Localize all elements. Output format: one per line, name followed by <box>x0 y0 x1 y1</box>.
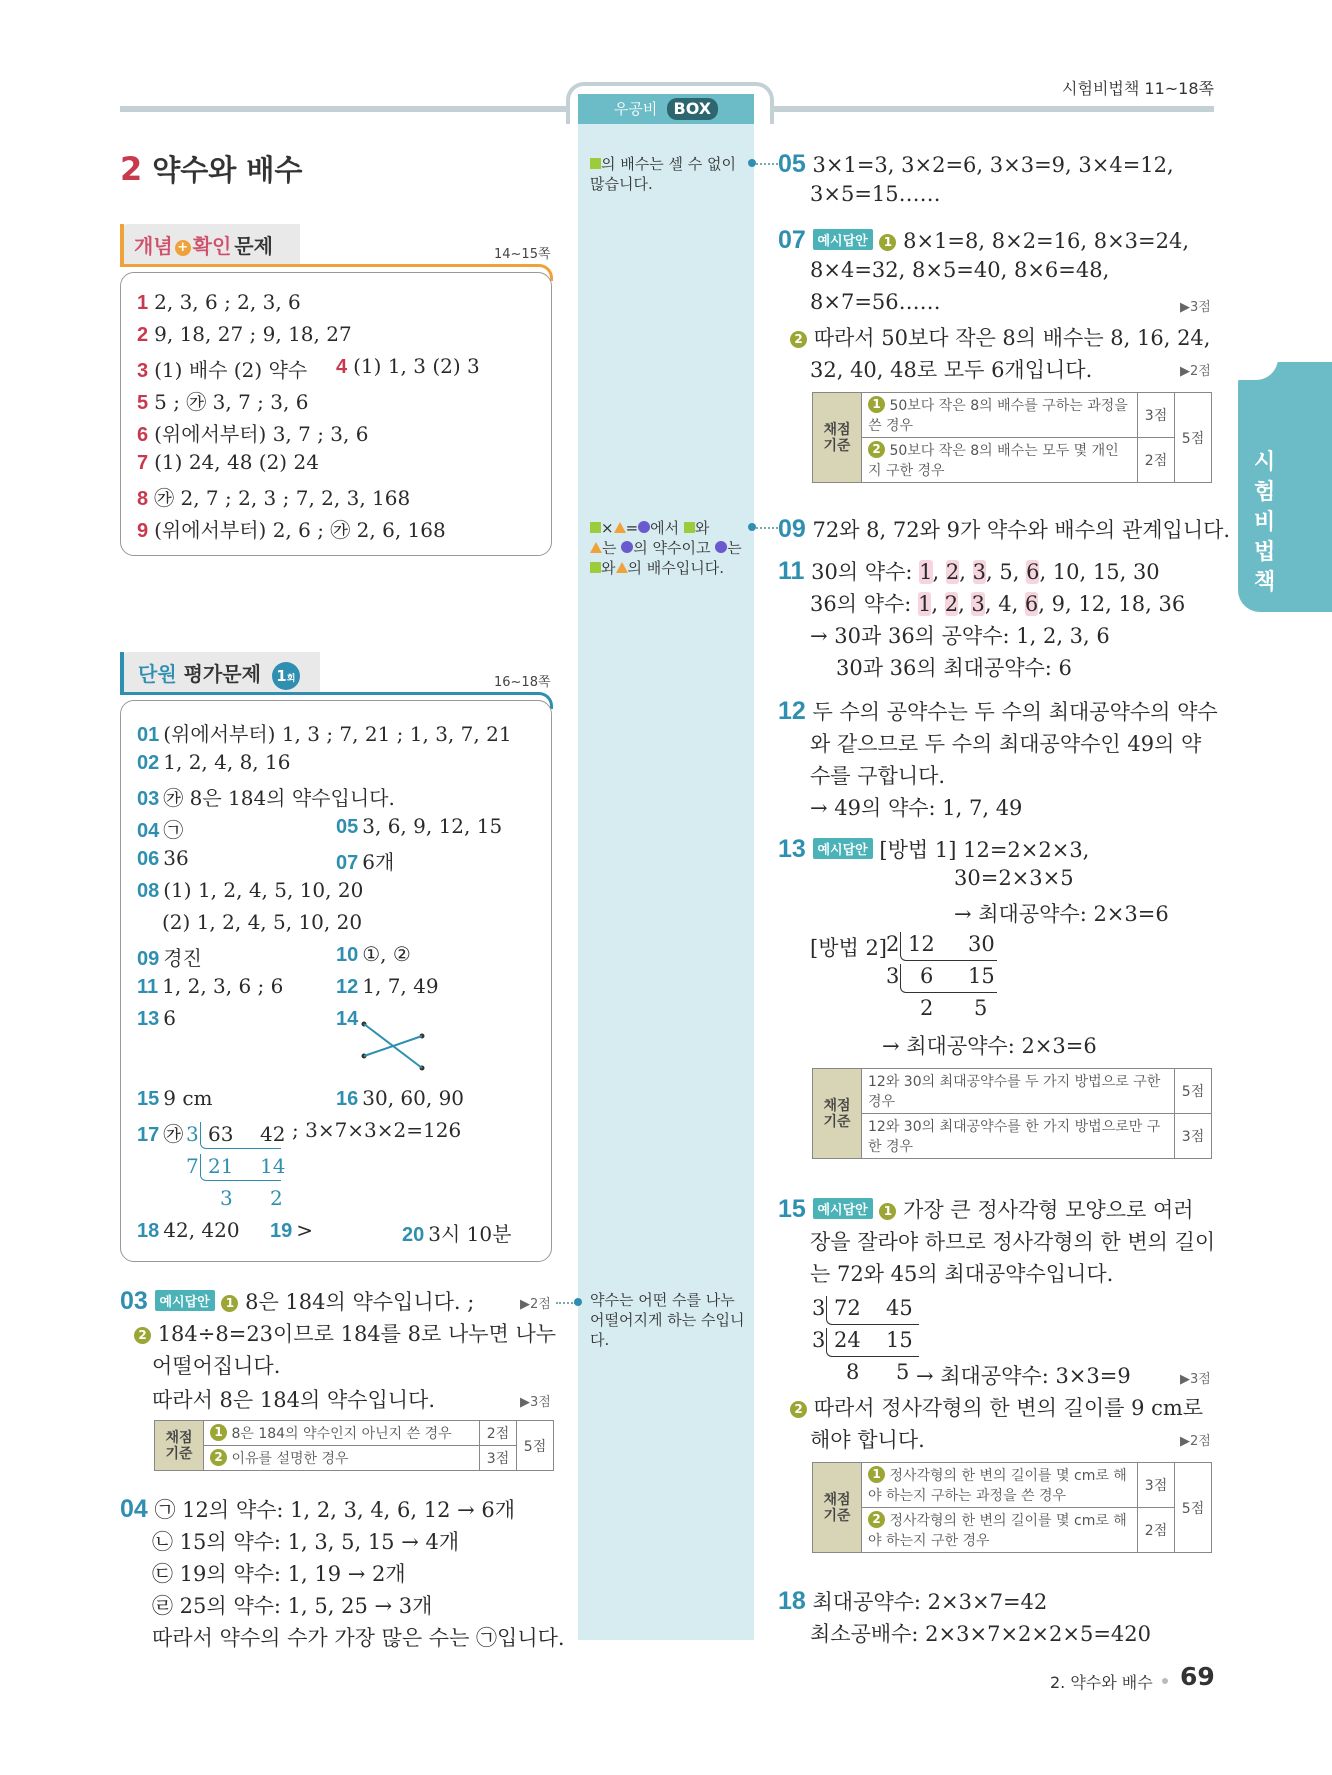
sol04-line4: ㉣ 25의 약수: 1, 5, 25 → 3개 <box>152 1594 433 1618</box>
section-title <box>120 148 302 189</box>
unit-pages: 16~18쪽 <box>494 675 551 690</box>
unit-row-09: 09 경진 <box>137 946 202 970</box>
sol15-line4: → 최대공약수: 3×3=9 <box>916 1364 1131 1388</box>
ladder-17-q1: 3 <box>220 1186 233 1210</box>
sol05-line2: 3×5=15…… <box>810 182 941 206</box>
sol15-criteria: 채점 기준 1 정사각형의 한 변의 길이를 몇 cm로 해야 하는지 구하는 과정을 쓴 경우 3점 5점 2 정사각형의 한 변의 길이를 몇 cm로 해야 하는지 구한 경우 2점 <box>812 1462 1212 1553</box>
ladder-13-q1: 2 <box>920 996 934 1020</box>
unit-row-08b: (2) 1, 2, 4, 5, 10, 20 <box>162 910 363 934</box>
unit-row-13: 13 6 <box>137 1006 176 1030</box>
concept-pages: 14~15쪽 <box>494 247 551 262</box>
unit-row-17: 17 ㉮ <box>137 1122 184 1146</box>
sol15-line3: 는 72와 45의 최대공약수입니다. <box>810 1262 1114 1286</box>
concept-item-1: 1 2, 3, 6 ; 2, 3, 6 <box>137 290 301 314</box>
ladder-13-a1: 12 <box>908 932 935 956</box>
sol04-line5: 따라서 약수의 수가 가장 많은 수는 ㉠입니다. <box>152 1626 565 1650</box>
ladder-13 <box>884 932 1004 1032</box>
dotted-leader-3 <box>756 527 778 529</box>
concept-tag-edge <box>120 224 124 264</box>
sol15-line2: 장을 잘라야 하므로 정사각형의 한 변의 길이 <box>810 1230 1216 1254</box>
ladder-15-a1: 72 <box>834 1296 861 1320</box>
ladder-13-divisor-1: 2 <box>886 932 900 956</box>
unit-row-11: 11 1, 2, 3, 6 ; 6 <box>137 974 284 998</box>
sol11-line2: 36의 약수: 1, 2, 3, 4, 6, 9, 12, 18, 36 <box>810 592 1186 616</box>
sol03-point1: ▶2점 <box>520 1297 551 1312</box>
side-tab-text: 시험비법책 <box>1254 450 1276 595</box>
sol12-line1: 12 두 수의 공약수는 두 수의 최대공약수의 약수 <box>778 697 1218 725</box>
box-note-3: 약수는 어떤 수를 나누어떨어지게 하는 수입니다. <box>590 1291 745 1349</box>
sol12-line4: → 49의 약수: 1, 7, 49 <box>810 796 1023 820</box>
sol13-line5: → 최대공약수: 2×3=6 <box>882 1034 1097 1058</box>
unit-row-12: 12 1, 7, 49 <box>336 974 439 998</box>
ladder-15-divisor-2: 3 <box>812 1328 826 1352</box>
ladder-17-divisor-2: 7 <box>186 1154 199 1178</box>
sol18-line2: 최소공배수: 2×3×7×2×2×5=420 <box>810 1622 1152 1646</box>
sol03-line4: 따라서 8은 184의 약수입니다. <box>152 1388 436 1412</box>
leader-dot-3 <box>748 523 756 531</box>
ladder-17-q2: 2 <box>270 1186 283 1210</box>
sol04-line2: ㉡ 15의 약수: 1, 3, 5, 15 → 4개 <box>152 1530 460 1554</box>
unit-tag-text <box>138 658 300 690</box>
unit-row-08a: 08 (1) 1, 2, 4, 5, 10, 20 <box>137 878 364 902</box>
section-number: 2 <box>120 150 143 188</box>
unit-row-06: 06 36 <box>137 846 189 870</box>
ladder-17-b1: 42 <box>260 1122 286 1146</box>
header-rule <box>120 106 572 112</box>
box-label-b: BOX <box>667 98 719 120</box>
unit-row-01: 01 (위에서부터) 1, 3 ; 7, 21 ; 1, 3, 7, 21 <box>137 722 512 746</box>
footer-dot <box>1162 1678 1168 1684</box>
section-name: 약수와 배수 <box>152 153 303 187</box>
header-ref: 시험비법책 11~18쪽 <box>1062 79 1214 98</box>
unit-round-badge: 1회 <box>272 662 300 690</box>
unit-row-02: 02 1, 2, 4, 8, 16 <box>137 750 291 774</box>
ladder-13-q2: 5 <box>974 996 988 1020</box>
ladder-13-a2: 6 <box>920 964 934 988</box>
sol07-line4: 2 따라서 50보다 작은 8의 배수는 8, 16, 24, <box>790 322 1210 352</box>
sol13-line3: → 최대공약수: 2×3=6 <box>954 902 1169 926</box>
unit-row-18: 18 42, 420 <box>137 1218 240 1242</box>
concept-item-7: 7 (1) 24, 48 (2) 24 <box>137 450 319 474</box>
sol07-line2: 8×4=32, 8×5=40, 8×6=48, <box>810 258 1110 282</box>
concept-item-9: 9 (위에서부터) 2, 6 ; ㉮ 2, 6, 168 <box>137 518 446 542</box>
unit-row-04: 04 ㉠ <box>137 818 184 842</box>
sol11-line4: 30과 36의 최대공약수: 6 <box>836 656 1072 680</box>
leader-dot-1 <box>574 1298 582 1306</box>
unit-row-10: 10 ①, ② <box>336 942 411 966</box>
ladder-17-b2: 14 <box>260 1154 286 1178</box>
unit-row-05: 05 3, 6, 9, 12, 15 <box>336 814 503 838</box>
sol03-criteria: 채점 기준 1 8은 184의 약수인지 아닌지 쓴 경우 2점 5점 2 이유를 설명한 경우 3점 <box>154 1420 554 1471</box>
sol12-line2: 와 같으므로 두 수의 최대공약수인 49의 약 <box>810 732 1202 756</box>
box-label-a: 우공비 <box>613 100 658 118</box>
ladder-13-b1: 30 <box>968 932 995 956</box>
unit-row-15: 15 9 cm <box>137 1086 213 1110</box>
plus-icon: + <box>175 240 191 256</box>
sol03-line2: 2 184÷8=23이므로 184를 8로 나누면 나누 <box>134 1318 556 1348</box>
matching-lines-diagram <box>356 1010 436 1074</box>
sol15-line5: 2 따라서 정사각형의 한 변의 길이를 9 cm로 <box>790 1392 1203 1422</box>
box-note-1: 의 배수는 셀 수 없이 많습니다. <box>590 155 736 193</box>
concept-tag-c: 문제 <box>234 234 273 258</box>
concept-item-3: 3 (1) 배수 (2) 약수 <box>137 358 308 382</box>
ladder-15-b2: 15 <box>886 1328 913 1352</box>
unit-row-19: 19 > <box>270 1218 314 1242</box>
unit-row-16: 16 30, 60, 90 <box>336 1086 465 1110</box>
ladder-15-a2: 24 <box>834 1328 861 1352</box>
example-answer-badge: 예시답안 <box>155 1290 215 1311</box>
box-label <box>578 94 754 124</box>
concept-tag-b: 확인 <box>192 234 232 258</box>
sol03-line1: 03 예시답안 1 8은 184의 약수입니다. ; <box>120 1287 475 1315</box>
sol07-line1: 07 예시답안 1 8×1=8, 8×2=16, 8×3=24, <box>778 226 1190 254</box>
concept-item-6: 6 (위에서부터) 3, 7 ; 3, 6 <box>137 422 369 446</box>
ladder-15-b1: 45 <box>886 1296 913 1320</box>
sol13-line1: 13 예시답안 [방법 1] 12=2×2×3, <box>778 835 1090 863</box>
sol13-criteria: 채점 기준 12와 30의 최대공약수를 두 가지 방법으로 구한 경우 5점 12와 30의 최대공약수를 한 가지 방법으로만 구한 경우 3점 <box>812 1068 1212 1159</box>
sol15-line6: 해야 합니다. <box>810 1428 925 1452</box>
ladder-17-divisor-1: 3 <box>186 1122 199 1146</box>
concept-item-8: 8 ㉮ 2, 7 ; 2, 3 ; 7, 2, 3, 168 <box>137 486 411 510</box>
ladder-15 <box>810 1296 930 1392</box>
sol07-line5: 32, 40, 48로 모두 6개입니다. <box>810 358 1093 382</box>
sol11-line1: 11 30의 약수: 1, 2, 3, 5, 6, 10, 15, 30 <box>778 557 1160 585</box>
sol15-line1: 15 예시답안 1 가장 큰 정사각형 모양으로 여러 <box>778 1195 1194 1223</box>
sol18-line1: 18 최대공약수: 2×3×7=42 <box>778 1587 1048 1615</box>
leader-dot-2 <box>748 159 756 167</box>
header-rule-right <box>752 106 1214 112</box>
sol07-point1: ▶3점 <box>1180 300 1211 315</box>
side-tab <box>1238 362 1332 612</box>
ladder-17 <box>184 1118 294 1214</box>
ladder-15-divisor-1: 3 <box>812 1296 826 1320</box>
unit-tag-a: 단원 <box>138 662 177 686</box>
concept-item-2: 2 9, 18, 27 ; 9, 18, 27 <box>137 322 352 346</box>
ladder-13-b2: 15 <box>968 964 995 988</box>
sol13-method2: [방법 2] <box>810 936 887 960</box>
concept-tag-a: 개념 <box>134 234 173 258</box>
footer-chapter: 2. 약수와 배수 <box>1050 1673 1153 1692</box>
concept-item-4: 4 (1) 1, 3 (2) 3 <box>336 354 480 378</box>
sol12-line3: 수를 구합니다. <box>810 764 946 788</box>
ladder-17-a2: 21 <box>208 1154 234 1178</box>
box-note-2: × = 에서 와 는 의 약수이고 는 와 의 배수입니다. <box>590 518 750 578</box>
unit-row-17-text: ; 3×7×3×2=126 <box>292 1118 462 1142</box>
dotted-leader-2 <box>756 163 778 165</box>
sol04-line1: 04 ㉠ 12의 약수: 1, 2, 3, 4, 6, 12 → 6개 <box>120 1495 516 1523</box>
dotted-leader-1 <box>556 1302 576 1304</box>
sol05-line1: 05 3×1=3, 3×2=6, 3×3=9, 3×4=12, <box>778 150 1174 178</box>
sol15-point2: ▶2점 <box>1180 1434 1211 1449</box>
ladder-17-a1: 63 <box>208 1122 234 1146</box>
concept-tag-text <box>134 230 273 259</box>
sol11-line3: → 30과 36의 공약수: 1, 2, 3, 6 <box>810 624 1110 648</box>
sol13-line2: 30=2×3×5 <box>954 866 1074 890</box>
page-number: 69 <box>1180 1662 1215 1691</box>
sol09-line1: 09 72와 8, 72와 9가 약수와 배수의 관계입니다. <box>778 515 1231 543</box>
unit-tag-b: 평가문제 <box>183 662 261 686</box>
ladder-15-q1: 8 <box>846 1360 860 1384</box>
unit-row-07: 07 6개 <box>336 850 395 874</box>
unit-tag-edge <box>120 652 124 692</box>
sol04-line3: ㉢ 19의 약수: 1, 19 → 2개 <box>152 1562 406 1586</box>
ladder-15-q2: 5 <box>896 1360 910 1384</box>
sol03-point2: ▶3점 <box>520 1395 551 1410</box>
unit-row-14: 14 <box>336 1008 359 1030</box>
box-column <box>578 90 754 1640</box>
sol07-line3: 8×7=56…… <box>810 290 941 314</box>
sol03-line3: 어떨어집니다. <box>152 1354 281 1378</box>
sol07-criteria: 채점 기준 1 50보다 작은 8의 배수를 구하는 과정을 쓴 경우 3점 5점 2 50보다 작은 8의 배수는 모두 몇 개인지 구한 경우 2점 <box>812 392 1212 483</box>
unit-row-20: 20 3시 10분 <box>402 1222 512 1246</box>
sol15-point1: ▶3점 <box>1180 1372 1211 1387</box>
unit-row-03: 03 ㉮ 8은 184의 약수입니다. <box>137 786 395 810</box>
ladder-13-divisor-2: 3 <box>886 964 900 988</box>
concept-item-5: 5 5 ; ㉮ 3, 7 ; 3, 6 <box>137 390 309 414</box>
sol07-point2: ▶2점 <box>1180 364 1211 379</box>
